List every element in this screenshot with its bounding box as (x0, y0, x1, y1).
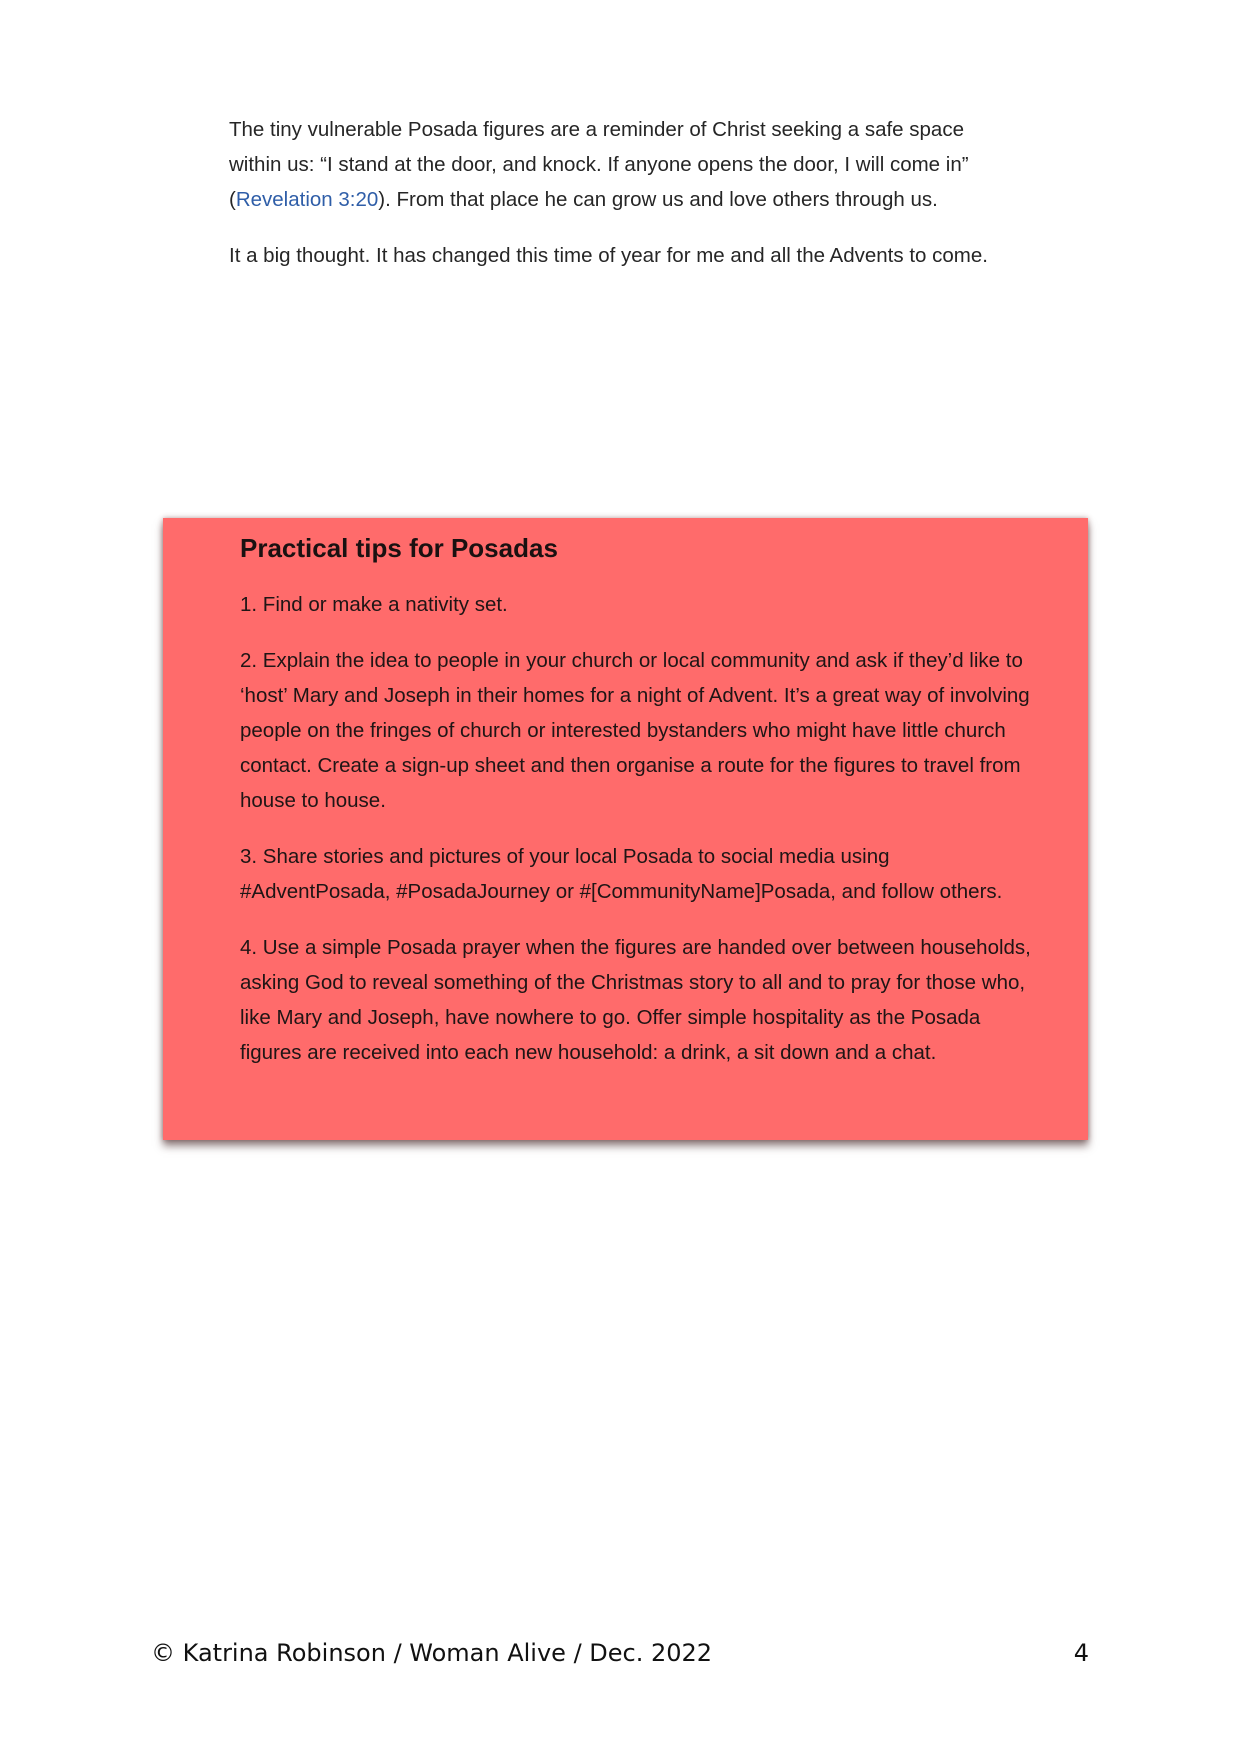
tips-title: Practical tips for Posadas (240, 533, 558, 563)
intro-text (229, 112, 1019, 294)
page-number: 4 (1073, 1639, 1089, 1667)
tip-item-3: 3. Share stories and pictures of your local Posada to social media using #AdventPosada, #PosadaJourney or #[CommunityName]Posada, and follow others. (240, 845, 1003, 903)
tips-content (240, 529, 1040, 1091)
intro-text-after-link: ). From that place he can grow us and love others through us. (378, 188, 938, 211)
revelation-link[interactable]: Revelation 3:20 (235, 188, 379, 211)
intro-paragraph-2: It a big thought. It has changed this time of year for me and all the Advents to come. (229, 244, 988, 267)
tip-item-2: 2. Explain the idea to people in your church or local community and ask if they’d like to ‘host’ Mary and Joseph in their homes for a night of Advent. It’s a great way of involving people on the fringes of church or interested bystanders who might have little church contact. Create a sign-up sheet and then organise a route for the figures to travel from house to house. (240, 649, 1030, 812)
intro-paragraph-1 (229, 112, 1019, 217)
tip-item-1: 1. Find or make a nativity set. (240, 593, 508, 616)
intro-text-before-link: The tiny vulnerable Posada figures are a reminder of Christ seeking a safe space within us: “I stand at the door, and knock. If anyone opens the door, I will come in” ( (229, 118, 969, 211)
copyright-notice: © Katrina Robinson / Woman Alive / Dec. 2022 (151, 1639, 713, 1667)
practical-tips-box (163, 518, 1088, 1140)
tip-item-4: 4. Use a simple Posada prayer when the figures are handed over between households, asking God to reveal something of the Christmas story to all and to pray for those who, like Mary and Joseph, have nowhere to go. Offer simple hospitality as the Posada figures are received into each new household: a drink, a sit down and a chat. (240, 936, 1031, 1064)
